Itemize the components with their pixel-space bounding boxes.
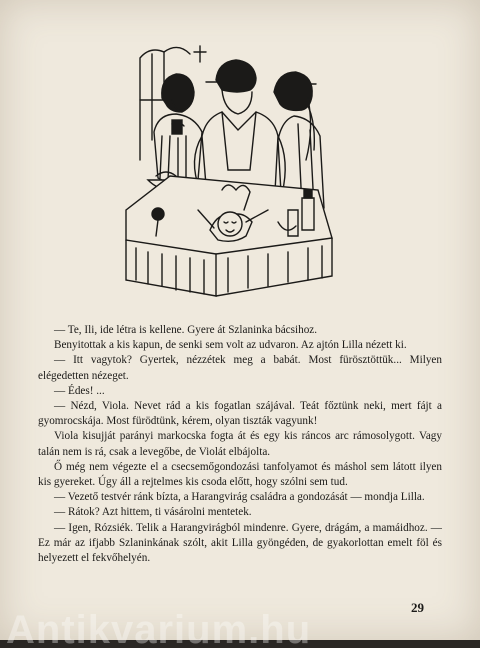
paragraph: — Nézd, Viola. Nevet rád a kis fogatlan szájával. Teát főztünk neki, mert fájt a gyomrocskája. Most fürödtünk, kérem, olyan tiszták vagyunk!	[38, 400, 442, 428]
paragraph: Ő még nem végezte el a csecsemőgondozási tanfolyamot és máshol sem látott ilyen kis gyereket. Úgy áll a rejtelmes kis csoda előtt, hogy szólni sem tud.	[38, 460, 442, 489]
watermark: Antikvarium.hu	[6, 608, 312, 648]
body-text	[38, 323, 442, 566]
paragraph: — Igen, Rózsiék. Telik a Harangvirágból mindenre. Gyere, drágám, a mamáidhoz. — Ez már az ifjabb Szlaninkának szólt, akit Lilla gyöngéden, de gyakorlottan emelt föl és helyezett el fekvőhelyén.	[38, 521, 442, 565]
paragraph: Viola kisujját parányi markocska fogta át és egy kis ráncos arc rámosolygott. Vagy talán nem is rá, csak a levegőbe, de Violát elbájolta.	[38, 430, 442, 458]
paragraph: — Vezető testvér ránk bízta, a Harangvirág családra a gondozását — mondja Lilla.	[54, 491, 425, 504]
paragraph: — Te, Ili, ide létra is kellene. Gyere át Szlaninka bácsihoz.	[54, 324, 318, 336]
book-illustration-women-bathing-baby-icon	[118, 40, 340, 302]
paragraph: — Édes! ...	[54, 384, 105, 397]
paragraph: — Itt vagytok? Gyertek, nézzétek meg a babát. Most fürösztöttük... Milyen elégedetten nézeget.	[38, 354, 442, 382]
paragraph: — Rátok? Azt hittem, ti vásárolni mentetek.	[54, 506, 252, 519]
paragraph: Benyitottak a kis kapun, de senki sem volt az udvaron. Az ajtón Lilla nézett ki.	[54, 339, 407, 352]
page-number: 29	[411, 600, 424, 615]
